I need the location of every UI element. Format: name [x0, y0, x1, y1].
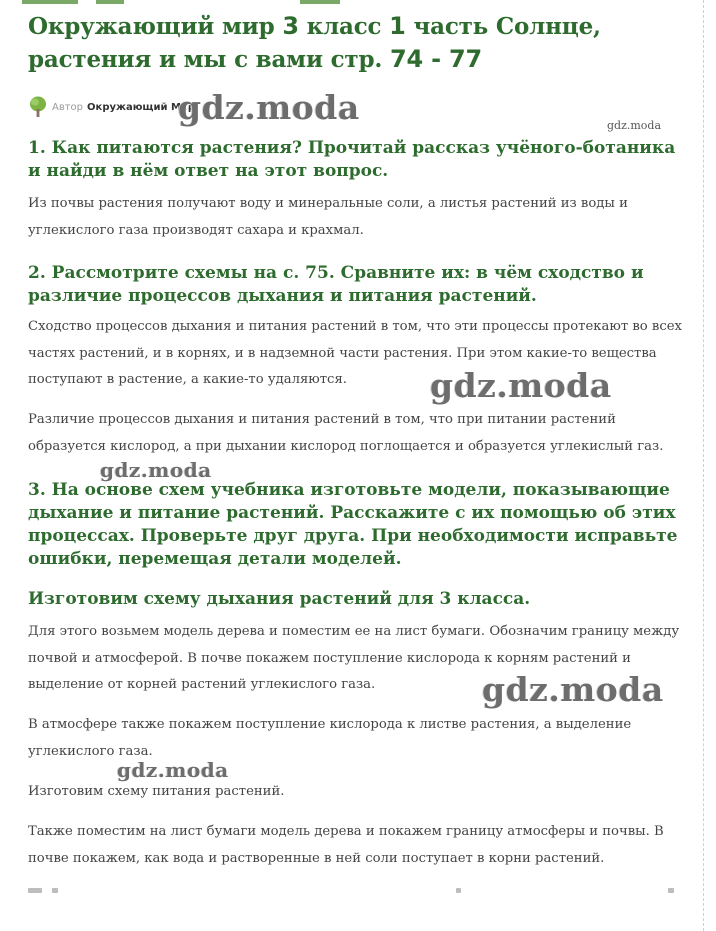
watermark: gdz.moda: [117, 758, 229, 782]
question-3-paragraph-1: Для этого возьмем модель дерева и поместим ее на лист бумаги. Обозначим границу между почвой и атмосферой. В почве покажем поступление кислорода к корням растений и выделение от корней растений углекислого газа.: [28, 624, 680, 692]
question-3-paragraph-3: Изготовим схему питания растений.: [28, 784, 285, 799]
watermark: gdz.moda: [482, 670, 664, 709]
question-2-heading: 2. Рассмотрите схемы на с. 75. Сравните их: в чём сходство и различие процессов дыхания и питания растений.: [28, 263, 644, 306]
watermark: gdz.moda: [178, 88, 360, 127]
tree-icon: [28, 96, 48, 118]
question-2-answer-difference: Различие процессов дыхания и питания растений в том, что при питании растений образуется кислород, а при дыхании кислород поглощается и образуется углекислый газ.: [28, 412, 664, 454]
author-label: Автор: [52, 101, 84, 113]
question-1-heading: 1. Как питаются растения? Прочитай рассказ учёного-ботаника и найди в нём ответ на этот вопрос.: [28, 138, 676, 181]
watermark: gdz.moda: [607, 119, 662, 132]
watermark: gdz.moda: [100, 458, 212, 482]
page-header: [28, 10, 688, 76]
question-3-subheading: Изготовим схему дыхания растений для 3 класса.: [28, 589, 531, 609]
page-title: Окружающий мир 3 класс 1 часть Солнце, растения и мы с вами стр. 74 - 77: [28, 12, 601, 73]
question-2-answer-similarity: Сходство процессов дыхания и питания растений в том, что эти процессы протекают во всех частях растений, и в корнях, и в надземной части растения. При этом какие-то вещества поступают в растение, а какие-то удаляются.: [28, 319, 682, 387]
watermark: gdz.moda: [430, 366, 612, 405]
top-decoration: [0, 0, 716, 4]
question-3-paragraph-2: В атмосфере также покажем поступление кислорода к листве растения, а выделение углекислого газа.: [28, 717, 632, 759]
question-3-paragraph-4: Также поместим на лист бумаги модель дерева и покажем границу атмосферы и почвы. В почве покажем, как вода и растворенные в ней соли поступает в корни растений.: [28, 824, 664, 866]
author-meta: [28, 96, 195, 118]
question-1-answer: Из почвы растения получают воду и минеральные соли, а листья растений из воды и углекислого газа производят сахара и крахмал.: [28, 196, 628, 238]
truncated-text-line: [28, 888, 688, 894]
author-value[interactable]: Окружающий Мир: [87, 101, 196, 113]
page-edge-divider: [702, 0, 704, 931]
question-3-heading: 3. На основе схем учебника изготовьте модели, показывающие дыхание и питание растений. Расскажите с их помощью об этих процессах. Проверьте друг друга. При необходимости исправьте ошибки, перемещая детали моделей.: [28, 480, 678, 569]
